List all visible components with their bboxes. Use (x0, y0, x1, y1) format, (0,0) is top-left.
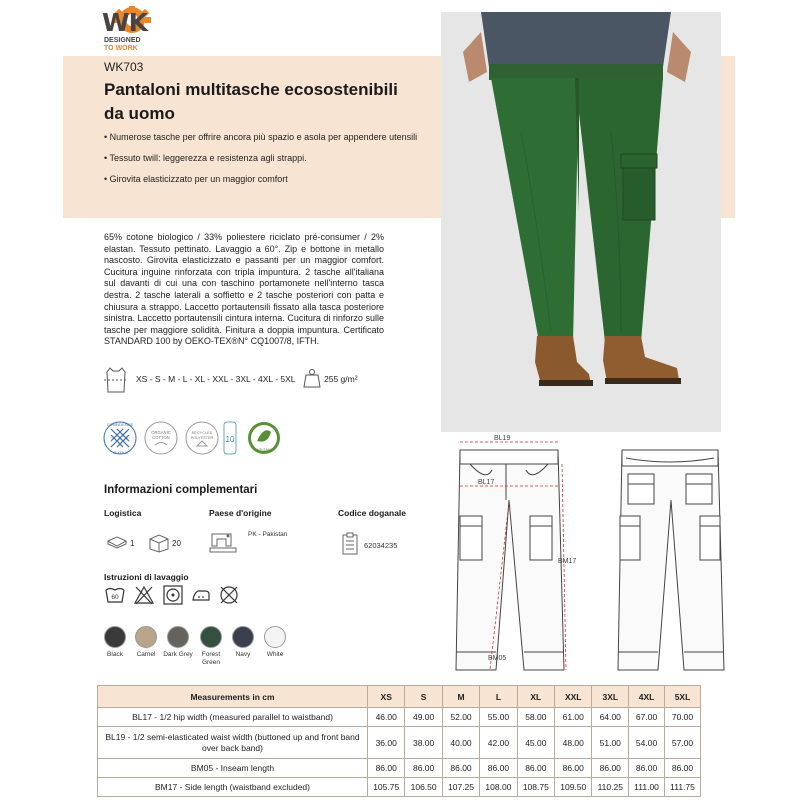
row-label: BL17 - 1/2 hip width (measured parallel to waistband) (98, 708, 368, 727)
label-bm17: BM17 (558, 558, 577, 565)
table-cell: 46.00 (368, 708, 405, 727)
wash-heading: Istruzioni di lavaggio (104, 572, 189, 582)
swatch-white[interactable] (264, 626, 286, 648)
product-description: 65% cotone biologico / 33% poliestere riciclato pré-consumer / 2% elastan. Tessuto pettinato. Lavaggio a 60°. Zip e bottone in metallo nascosto. Girovita elasticizzato e passanti per un maggior comfort. Cucitura inguine rinforzata con tripla impuntura. 2 tasche all'italiana sul davanti di cui una con taschino portamonete nell'interno tasca destra. 2 tasche laterali a soffietto e 2 tasche posteriori con patta e chiusura a strappo. Laccetto portautensili fissato alla tasca posteriore sinistra. Laccetto portautensili cintura interna. Cucitura di rinforzo sulle tasche per maggiore solidità. Finitura a doppia impuntura. Certificato STANDARD 100 by OEKO-TEX®N° CQ1007/8, IFTH. (104, 232, 384, 347)
feature-bullet: • Numerose tasche per offrire ancora più spazio e asola per appendere utensili (104, 132, 418, 142)
product-photo (441, 12, 721, 432)
table-header: Measurements in cm (98, 686, 368, 708)
table-cell: 45.00 (517, 727, 554, 759)
table-cell: 57.00 (665, 727, 701, 759)
logo-wordmark: WK (102, 8, 147, 37)
table-header: 5XL (665, 686, 701, 708)
swatch-dark-grey[interactable] (167, 626, 189, 648)
table-cell: 38.00 (405, 727, 442, 759)
info-heading: Informazioni complementari (104, 484, 258, 496)
logo-tagline-1: DESIGNED (104, 37, 141, 44)
swatch-navy[interactable] (232, 626, 254, 648)
table-cell: 86.00 (368, 759, 405, 778)
table-row (98, 759, 701, 778)
table-cell: 86.00 (442, 759, 479, 778)
carton-box-icon (148, 533, 170, 553)
table-cell: 48.00 (555, 727, 592, 759)
table-cell: 86.00 (555, 759, 592, 778)
tumble-dry-icon (162, 584, 184, 606)
table-header: 4XL (629, 686, 665, 708)
table-cell: 64.00 (592, 708, 629, 727)
customs-value: 62034235 (364, 541, 398, 550)
table-header: XL (517, 686, 554, 708)
wash-cycles-number: 10 (225, 435, 235, 444)
wash-60-icon (104, 584, 126, 606)
logistics-unit-qty: 1 (130, 539, 135, 548)
no-dry-clean-icon (218, 584, 240, 606)
customs-heading: Codice doganale (338, 508, 407, 518)
table-header-row (98, 686, 701, 708)
sewing-machine-icon (209, 528, 237, 554)
body-size-icon (104, 366, 128, 394)
color-name: Forest Green (201, 651, 221, 666)
table-cell: 42.00 (480, 727, 517, 759)
iron-icon (190, 584, 212, 606)
table-cell: 108.75 (517, 778, 554, 797)
table-cell: 49.00 (405, 708, 442, 727)
label-bm05: BM05 (488, 655, 507, 662)
product-code: WK703 (104, 60, 144, 74)
table-header: M (442, 686, 479, 708)
table-header: XXL (555, 686, 592, 708)
color-name: Dark Grey (163, 651, 193, 658)
row-label: BL19 - 1/2 semi-elasticated waist width (buttoned up and front band over back band) (98, 727, 368, 759)
organic-line2: COTTON (152, 435, 170, 440)
table-cell: 86.00 (629, 759, 665, 778)
swatch-black[interactable] (104, 626, 126, 648)
logistics-carton-qty: 20 (172, 539, 181, 548)
available-sizes: XS - S - M - L - XL - XXL - 3XL - 4XL - 5XL (136, 374, 296, 384)
table-cell: 110.25 (592, 778, 629, 797)
fabric-weight: 255 g/m² (324, 374, 358, 384)
table-cell: 70.00 (665, 708, 701, 727)
brand-logo (102, 6, 162, 54)
color-name: Camel (136, 651, 156, 658)
logistics-heading: Logistica (104, 508, 142, 518)
table-cell: 58.00 (517, 708, 554, 727)
table-cell: 111.75 (665, 778, 701, 797)
swatch-forest-green[interactable] (200, 626, 222, 648)
table-header: XS (368, 686, 405, 708)
label-bl19: BL19 (494, 435, 511, 442)
table-header: 3XL (592, 686, 629, 708)
customs-document-icon (341, 532, 359, 556)
oeko-bottom-text: TEXTILE (111, 450, 129, 455)
table-cell: 111.00 (629, 778, 665, 797)
feature-bullet: • Girovita elasticizzato per un maggior comfort (104, 174, 288, 184)
label-bl17: BL17 (478, 479, 495, 486)
table-cell: 106.50 (405, 778, 442, 797)
recycled-polyester-icon (184, 420, 220, 456)
table-cell: 109.50 (555, 778, 592, 797)
row-label: BM17 - Side length (waistband excluded) (98, 778, 368, 797)
table-row (98, 708, 701, 727)
table-cell: 108.00 (480, 778, 517, 797)
no-bleach-icon (133, 584, 155, 606)
color-name: White (266, 651, 284, 658)
vegan-text: VEGAN (256, 447, 272, 452)
oeko-top-text: CONFIDENCE (106, 422, 134, 427)
unit-bag-icon (106, 535, 128, 549)
table-cell: 86.00 (592, 759, 629, 778)
color-name: Navy (235, 651, 251, 658)
feature-bullet: • Tessuto twill: leggerezza e resistenza agli strappi. (104, 153, 307, 163)
front-view-diagram (456, 450, 564, 670)
table-cell: 105.75 (368, 778, 405, 797)
organic-line1: ORGANIC (151, 430, 171, 435)
table-row (98, 727, 701, 759)
table-cell: 51.00 (592, 727, 629, 759)
table-cell: 67.00 (629, 708, 665, 727)
sizes-weight-row (104, 366, 404, 394)
product-title: Pantaloni multitasche ecosostenibili da uomo (104, 80, 398, 123)
origin-heading: Paese d'origine (209, 508, 272, 518)
table-cell: 54.00 (629, 727, 665, 759)
table-cell: 61.00 (555, 708, 592, 727)
table-cell: 86.00 (405, 759, 442, 778)
back-view-diagram (618, 450, 724, 670)
origin-value: PK - Pakistan (248, 531, 288, 538)
certification-icons (102, 420, 292, 460)
recycled-line2: POLYESTER (190, 436, 214, 440)
table-cell: 55.00 (480, 708, 517, 727)
organic-cotton-icon (143, 420, 179, 456)
recycled-line1: RECYCLED (191, 431, 213, 435)
table-header: S (405, 686, 442, 708)
logo-tagline-2: TO WORK (104, 45, 138, 52)
table-cell: 86.00 (517, 759, 554, 778)
size-diagrams (446, 430, 736, 680)
oeko-tex-icon (102, 420, 138, 456)
table-cell: 86.00 (665, 759, 701, 778)
table-row (98, 778, 701, 797)
weight-icon (303, 368, 321, 388)
table-header: L (480, 686, 517, 708)
table-cell: 52.00 (442, 708, 479, 727)
table-cell: 86.00 (480, 759, 517, 778)
feature-bullets (104, 131, 424, 194)
measurements-table (97, 685, 701, 797)
vegan-icon (246, 420, 282, 456)
table-cell: 36.00 (368, 727, 405, 759)
row-label: BM05 - Inseam length (98, 759, 368, 778)
table-cell: 107.25 (442, 778, 479, 797)
swatch-camel[interactable] (135, 626, 157, 648)
color-name: Black (107, 651, 123, 658)
wash-cycles-icon (221, 420, 239, 456)
table-cell: 40.00 (442, 727, 479, 759)
wash-temp: 60 (111, 594, 119, 601)
